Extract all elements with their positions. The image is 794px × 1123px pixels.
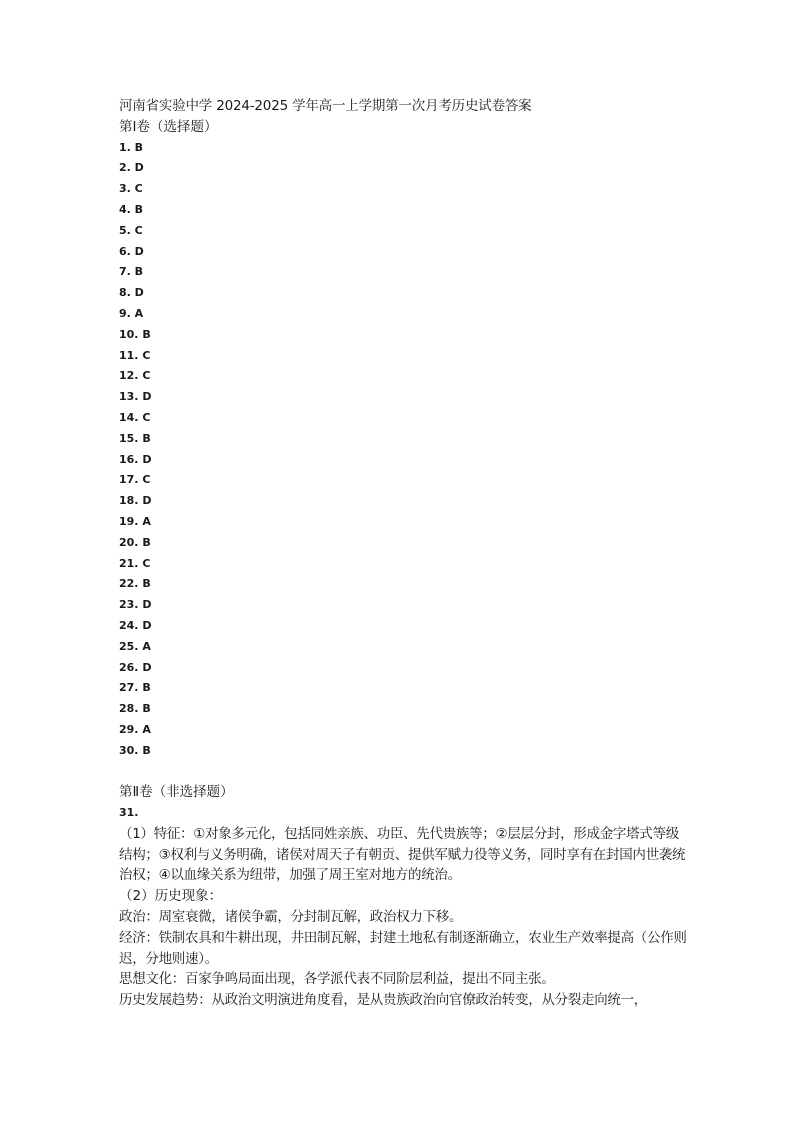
answer-item: 3. C <box>119 182 143 196</box>
culture-paragraph: 思想文化：百家争鸣局面出现，各学派代表不同阶层利益，提出不同主张。 <box>119 971 555 988</box>
answer-item: 15. B <box>119 431 151 445</box>
answer-item: 26. D <box>119 660 152 674</box>
answer-item: 1. B <box>119 140 144 154</box>
answer-item: 12. C <box>119 369 151 383</box>
answer-item: 14. C <box>119 410 151 424</box>
answer-item: 5. C <box>119 223 143 237</box>
answer-item: 4. B <box>119 202 144 216</box>
trend-paragraph: 历史发展趋势：从政治文明演进角度看，是从贵族政治向官僚政治转变，从分裂走向统一， <box>119 992 647 1009</box>
answer-item: 19. A <box>119 514 151 528</box>
answer-item: 28. B <box>119 702 151 716</box>
answer-item: 30. B <box>119 743 151 757</box>
answer-item: 9. A <box>119 306 144 320</box>
document-title: 河南省实验中学 2024-2025 学年高一上学期第一次月考历史试卷答案 <box>119 98 532 114</box>
answer-item: 25. A <box>119 639 151 653</box>
answer-item: 2. D <box>119 161 144 175</box>
part2-heading: 第Ⅱ卷（非选择题） <box>119 784 234 801</box>
answer-item: 18. D <box>119 494 152 508</box>
answer-item: 11. C <box>119 348 151 362</box>
question-number: 31. <box>119 806 139 820</box>
answer-item: 6. D <box>119 244 144 258</box>
answer-item: 24. D <box>119 618 152 632</box>
document-page <box>119 96 689 1011</box>
part1-heading: 第Ⅰ卷（选择题） <box>119 118 218 135</box>
answer-item: 22. B <box>119 577 151 591</box>
answer-item: 16. D <box>119 452 152 466</box>
answer-item: 27. B <box>119 681 151 695</box>
q31-part1-answer: （1）特征：①对象多元化，包括同姓亲族、功臣、先代贵族等；②层层分封，形成金字塔式等级结构；③权利与义务明确，诸侯对周天子有朝贡、提供军赋力役等义务，同时享有在封国内世袭统治权；④以血缘关系为纽带，加强了周王室对地方的统治。 <box>119 825 686 884</box>
politics-paragraph: 政治：周室衰微，诸侯争霸，分封制瓦解，政治权力下移。 <box>119 909 463 926</box>
answer-item: 13. D <box>119 390 152 404</box>
answer-item: 29. A <box>119 722 151 736</box>
spacer <box>119 762 689 783</box>
answer-item: 17. C <box>119 473 151 487</box>
answer-item: 23. D <box>119 598 152 612</box>
answer-item: 21. C <box>119 556 151 570</box>
economy-paragraph: 经济：铁制农具和牛耕出现，井田制瓦解，封建土地私有制逐渐确立，农业生产效率提高（公作则迟，分地则速）。 <box>119 929 687 967</box>
answer-item: 8. D <box>119 286 144 300</box>
q31-part2-heading: （2）历史现象： <box>119 888 223 905</box>
answer-item: 10. B <box>119 327 151 341</box>
answer-list <box>119 138 689 762</box>
answer-item: 20. B <box>119 535 151 549</box>
answer-item: 7. B <box>119 265 144 279</box>
